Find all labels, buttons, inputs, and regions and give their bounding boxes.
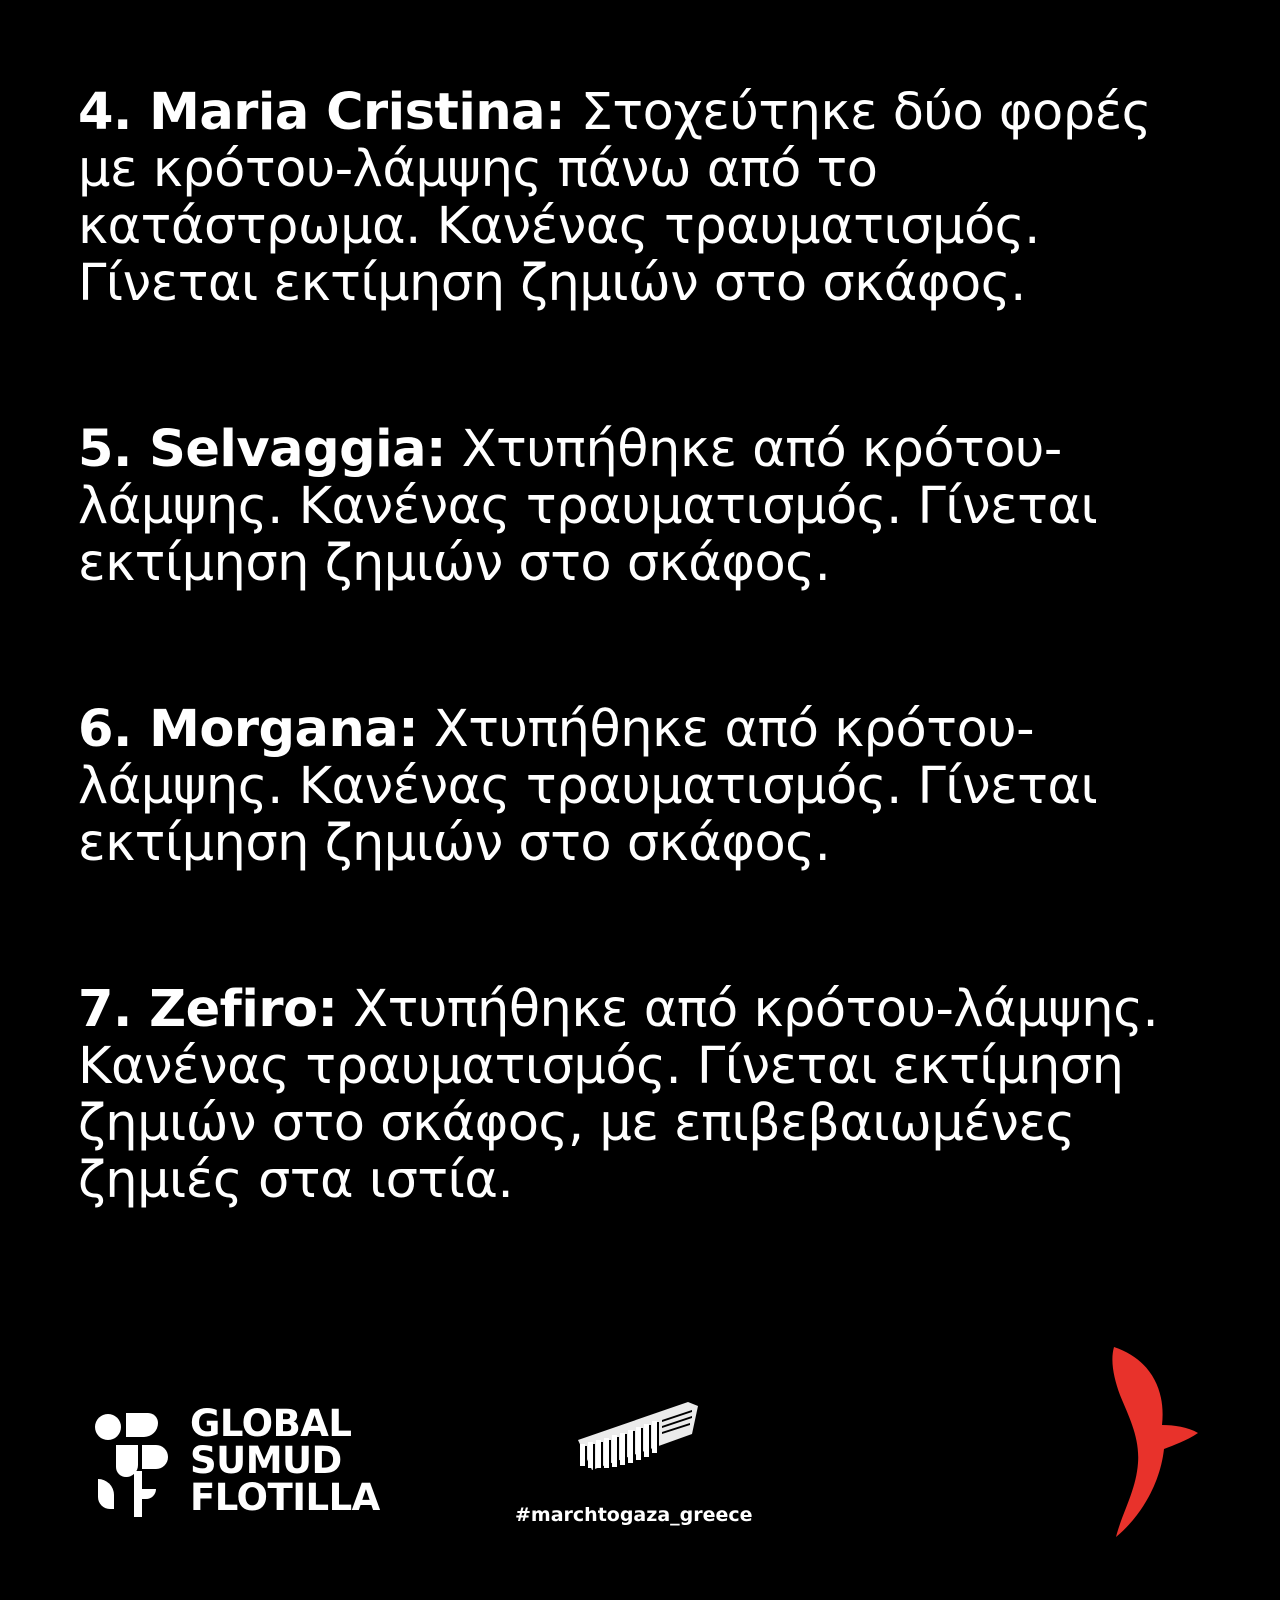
- entry-selvaggia: [78, 421, 1178, 592]
- entry-name: 5. Selvaggia:: [78, 420, 446, 479]
- entry-text: Χτυπήθηκε από κρότου-λάμψης. Κανένας τραυματισμός. Γίνεται εκτίμηση ζημιών στο σκάφος, με επιβεβαιωμένες ζημιές στα ιστία.: [78, 980, 1159, 1210]
- entry-name: 4. Maria Cristina:: [78, 83, 565, 142]
- hashtag-label: #marchtogaza_greece: [515, 1504, 753, 1526]
- red-bird-tail-icon: [1100, 1345, 1200, 1540]
- gsf-line-sumud: SUMUD: [190, 1439, 342, 1482]
- gsf-line-flotilla: FLOTILLA: [190, 1476, 380, 1519]
- global-sumud-flotilla-logo: [94, 1402, 454, 1525]
- entry-text: Χτυπήθηκε από κρότου-λάμψης. Κανένας τραυματισμός. Γίνεται εκτίμηση ζημιών στο σκάφος.: [78, 700, 1098, 873]
- flotilla-leaf-icon: [94, 1409, 182, 1519]
- entry-text: Στοχεύτηκε δύο φορές με κρότου-λάμψης πάνω από το κατάστρωμα. Κανένας τραυματισμός. Γίνεται εκτίμηση ζημιών στο σκάφος.: [78, 83, 1152, 313]
- marching-crowd-icon: [576, 1400, 701, 1480]
- gsf-line-global: GLOBAL: [190, 1402, 352, 1445]
- entries-list: [78, 84, 1178, 1209]
- entry-name: 6. Morgana:: [78, 700, 419, 759]
- entry-text: Χτυπήθηκε από κρότου-λάμψης. Κανένας τραυματισμός. Γίνεται εκτίμηση ζημιών στο σκάφος.: [78, 420, 1098, 593]
- entry-name: 7. Zefiro:: [78, 980, 338, 1039]
- entry-maria-cristina: [78, 84, 1178, 312]
- entry-zefiro: [78, 981, 1178, 1209]
- entry-morgana: [78, 701, 1178, 872]
- gsf-wordmark: [190, 1402, 380, 1519]
